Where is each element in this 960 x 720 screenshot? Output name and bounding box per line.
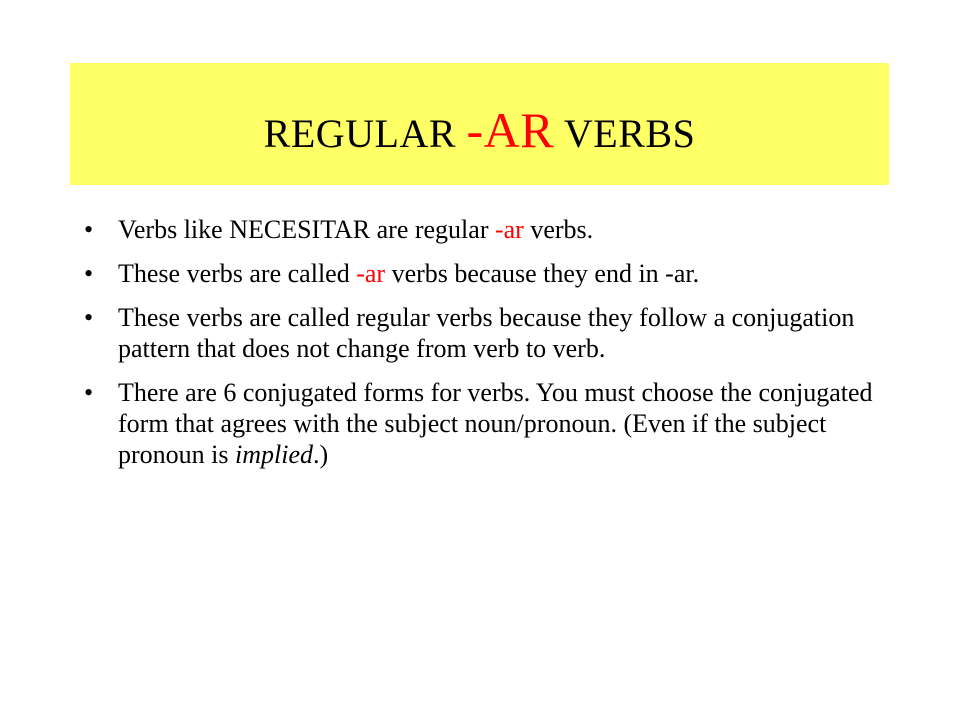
bullet-highlight: -ar xyxy=(494,215,524,244)
bullet-dot: • xyxy=(84,215,94,244)
title-accent-ar: -AR xyxy=(466,102,555,158)
slide-title xyxy=(264,101,696,159)
bullet-text: These verbs are called xyxy=(118,259,357,288)
bullet-dot: • xyxy=(84,303,94,332)
title-part-regular: REGULAR xyxy=(263,111,467,156)
bullet-highlight: -ar xyxy=(356,259,386,288)
bullet-dot: • xyxy=(84,378,94,407)
bullet-text: verbs. xyxy=(523,215,594,244)
bullet-item xyxy=(84,377,884,470)
bullet-text: There are 6 conjugated forms for verbs. You must choose the conjugated form that agrees with the subject noun/pronoun. (Even if the subject pronoun is xyxy=(118,378,873,469)
bullet-dot: • xyxy=(84,259,94,288)
bullet-emphasis: implied xyxy=(235,440,313,469)
bullet-text: .) xyxy=(313,440,329,469)
bullet-text: verbs because they end in -ar. xyxy=(385,259,700,288)
bullet-list xyxy=(84,214,884,483)
bullet-item xyxy=(84,258,884,289)
bullet-item xyxy=(84,302,884,364)
bullet-text: Verbs like NECESITAR are regular xyxy=(118,215,495,244)
bullet-text: These verbs are called regular verbs because they follow a conjugation pattern that does not change from verb to verb. xyxy=(118,303,855,363)
title-banner xyxy=(70,63,889,185)
bullet-item xyxy=(84,214,884,245)
title-part-verbs: VERBS xyxy=(554,111,696,156)
